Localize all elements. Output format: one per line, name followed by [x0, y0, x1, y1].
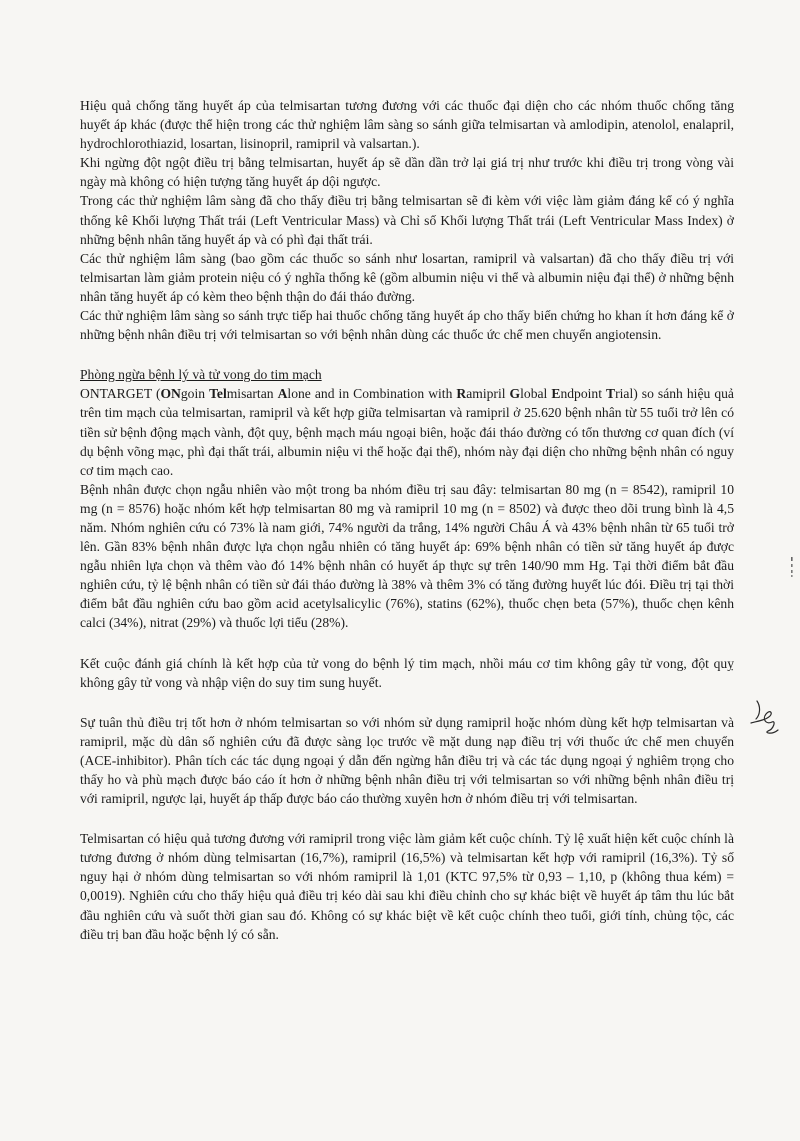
ontarget-bold: A — [277, 386, 288, 402]
paragraph-results: Telmisartan có hiệu quả tương đương với ramipril trong việc làm giảm kết cuộc chính. Tỷ lệ xuất hiện kết cuộc chính là tương đương ở nhóm dùng telmisartan (16,7%), ramipril (16,5%) và telmisartan kết hợp với ramipril (16,3%). Tỷ số nguy hại ở nhóm dùng telmisartan so với nhóm ramipril là 1,01 (KTC 97,5% từ 0,93 – 1,10, p (không thua kém) = 0,0019). Nghiên cứu cho thấy hiệu quả điều trị kéo dài sau khi điều chỉnh cho sự khác biệt về huyết áp tâm thu lúc bắt đầu nghiên cứu và suốt thời gian sau đó. Không có sự khác biệt về kết cuộc chính theo tuổi, giới tính, chủng tộc, các điều trị ban đầu hoặc bệnh lý có sẵn. — [80, 831, 734, 942]
paragraph-randomization: Bệnh nhân được chọn ngẫu nhiên vào một trong ba nhóm điều trị sau đây: telmisartan 80 mg (n = 8542), ramipril 10 mg (n = 8576) hoặc nhóm kết hợp telmisartan 80 mg và ramipril 10 mg (n = 8502) và được theo dõi trung bình là 4,5 năm. Nhóm nghiên cứu có 73% là nam giới, 74% người da trắng, 14% người Châu Á và 43% bệnh nhân từ 65 tuổi trở lên. Gần 83% bệnh nhân được lựa chọn ngẫu nhiên có tăng huyết áp: 69% bệnh nhân có tiền sử tăng huyết áp được ngẫu nhiên lựa chọn và thêm vào đó 14% bệnh nhân có huyết áp thực sự trên 140/90 mm Hg. Tại thời điểm bắt đầu nghiên cứu, tỷ lệ bệnh nhân có tiền sử đái tháo đường là 38% và thêm 3% có tăng đường huyết lúc đói. Điều trị tại thời điểm bắt đầu nghiên cứu bao gồm acid acetylsalicylic (76%), statins (62%), thuốc chẹn beta (57%), thuốc chẹn kênh calci (34%), nitrat (29%) và thuốc lợi tiểu (28%). — [80, 481, 734, 631]
paragraph-ontarget — [80, 384, 734, 479]
ontarget-bold: G — [509, 386, 521, 402]
paragraph-dry-cough: Các thử nghiệm lâm sàng so sánh trực tiếp hai thuốc chống tăng huyết áp cho thấy biến chứng ho khan ít hơn đáng kể ở những bệnh nhân điều trị với telmisartan so với bệnh nhân dùng các thuốc ức chế men chuyển angiotensin. — [80, 308, 734, 343]
handwritten-initials — [748, 697, 784, 737]
paragraph-efficacy: Hiệu quả chống tăng huyết áp của telmisartan tương đương với các thuốc đại diện cho các nhóm thuốc chống tăng huyết áp khác (được thể hiện trong các thử nghiệm lâm sàng so sánh giữa telmisartan và amlodipin, atenolol, enalapril, hydrochlorothiazid, losartan, lisinopril, ramipril và valsartan.). — [80, 98, 734, 152]
ontarget-bold: ON — [160, 386, 181, 402]
ontarget-text: goin — [180, 386, 210, 402]
ontarget-text: misartan — [226, 386, 278, 402]
ontarget-bold: Tel — [209, 386, 227, 402]
ontarget-text: ndpoint — [560, 386, 607, 402]
paragraph-withdrawal: Khi ngừng đột ngột điều trị bằng telmisartan, huyết áp sẽ dần dần trở lại giá trị như trước khi điều trị trong vòng vài ngày mà không có hiện tượng tăng huyết áp dội ngược. — [80, 155, 734, 190]
section-heading: Phòng ngừa bệnh lý và tử vong do tim mạch — [80, 367, 322, 383]
ontarget-text: ONTARGET ( — [80, 386, 161, 402]
ontarget-text: lone and in Combination with — [287, 386, 457, 402]
ontarget-text: amipril — [466, 386, 510, 402]
paragraph-adherence: Sự tuân thủ điều trị tốt hơn ở nhóm telmisartan so với nhóm sử dụng ramipril hoặc nhóm dùng kết hợp telmisartan và ramipril, mặc dù dân số nghiên cứu đã được sàng lọc trước về mặt dung nạp điều trị với thuốc ức chế men chuyển (ACE-inhibitor). Phân tích các tác dụng ngoại ý dẫn đến ngừng hẳn điều trị và các tác dụng ngoại ý nghiêm trọng cho thấy ho và phù mạch được báo cáo ít hơn ở những bệnh nhân điều trị với telmisartan so với những bệnh nhân điều trị với ramipril, ngược lại, huyết áp thấp được báo cáo thường xuyên hơn ở nhóm điều trị với telmisartan. — [80, 714, 734, 807]
paragraph-left-ventricular-mass: Trong các thử nghiệm lâm sàng đã cho thấy điều trị bằng telmisartan sẽ đi kèm với việc làm giảm đáng kể có ý nghĩa thống kê Khối lượng Thất trái (Left Ventricular Mass) và Chỉ số Khối lượng Thất trái (Left Ventricular Mass Index) ở những bệnh nhân tăng huyết áp và có phì đại thất trái. — [80, 193, 734, 247]
paragraph-primary-outcome: Kết cuộc đánh giá chính là kết hợp của tử vong do bệnh lý tim mạch, nhồi máu cơ tim không gây tử vong, đột quỵ không gây tử vong và nhập viện do suy tim sung huyết. — [80, 655, 734, 690]
ontarget-bold: E — [551, 386, 561, 402]
document-page — [80, 96, 734, 944]
ontarget-text: lobal — [520, 386, 552, 402]
margin-mark — [790, 557, 794, 579]
paragraph-proteinuria: Các thử nghiệm lâm sàng (bao gồm các thuốc so sánh như losartan, ramipril và valsartan) đã cho thấy điều trị với telmisartan làm giảm protein niệu có ý nghĩa thống kê (gồm albumin niệu vi thể và albumin niệu đại thể) ở những bệnh nhân tăng huyết áp có kèm theo bệnh thận do đái tháo đường. — [80, 250, 734, 304]
ontarget-text: rial) so sánh hiệu quả trên tim mạch của telmisartan, ramipril và kết hợp giữa telmisartan và ramipril ở 25.620 bệnh nhân từ 55 tuổi trở lên có tiền sử bệnh động mạch vành, đột quỵ, bệnh mạch máu ngoại biên, hoặc đái tháo đường có tổn thương cơ quan đích (ví dụ bệnh võng mạc, phì đại thất trái, albumin niệu vi thể hoặc đại thể), nhóm này đại diện cho những bệnh nhân có nguy cơ tim mạch cao. — [80, 386, 734, 478]
ontarget-bold: R — [456, 386, 467, 402]
ontarget-bold: T — [606, 386, 616, 402]
